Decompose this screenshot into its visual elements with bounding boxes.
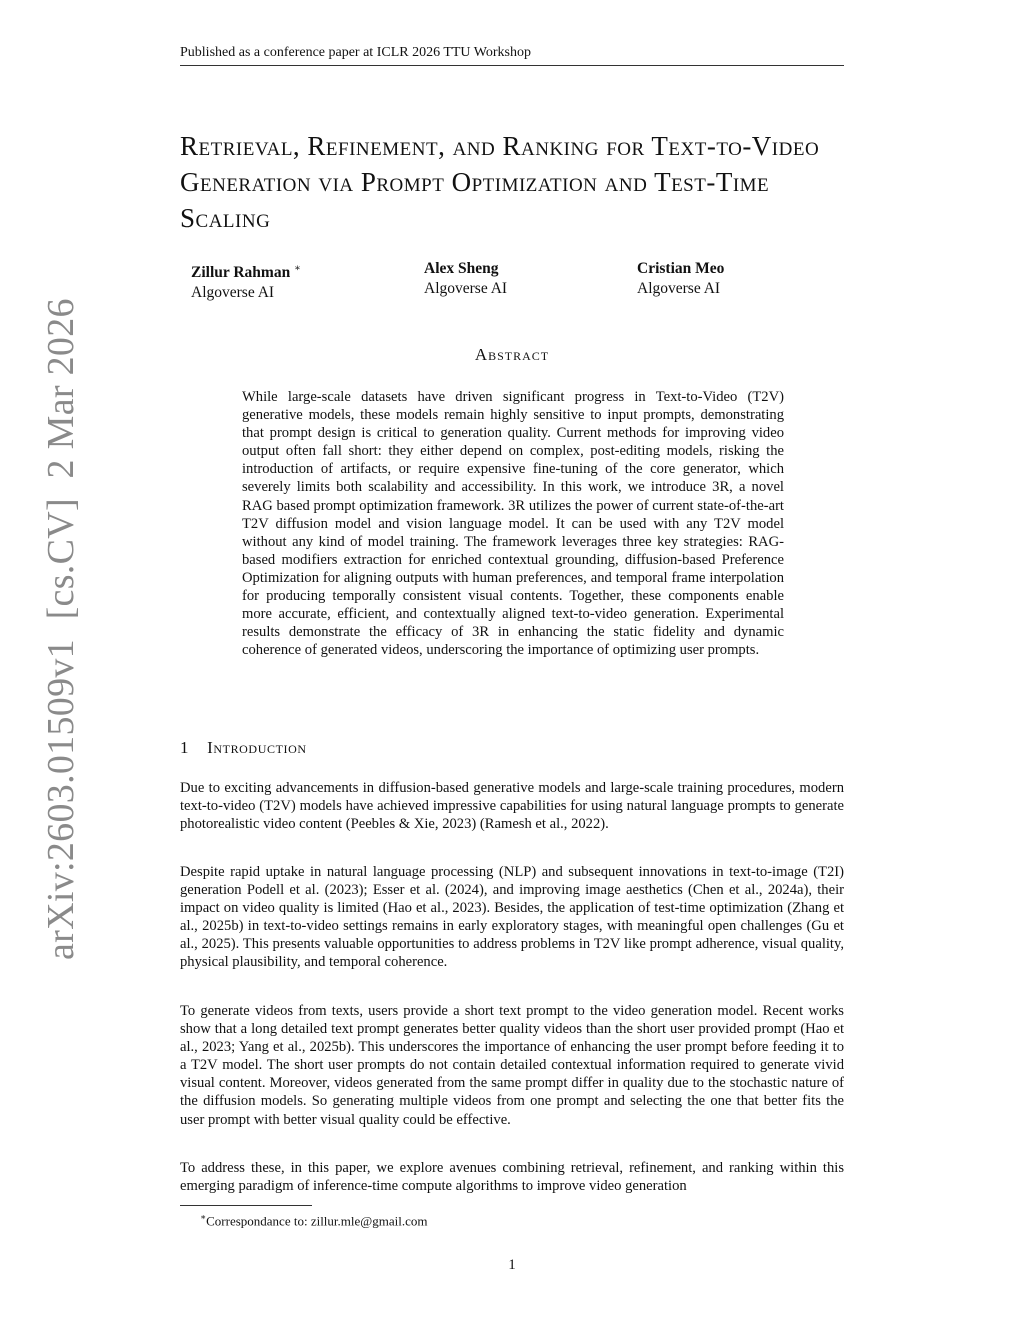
page-number: 1 (508, 1257, 516, 1273)
author-affiliation: Algoverse AI (424, 280, 508, 297)
author-affiliation: Algoverse AI (191, 284, 275, 302)
running-header: Published as a conference paper at ICLR 2026 TTU Workshop (180, 44, 844, 66)
section-number: 1 (180, 738, 190, 757)
paper-title: Retrieval, Refinement, and Ranking for Text-to-Video Generation via Prompt Optimization and Test-Time Scaling (180, 131, 820, 233)
author-name: Alex Sheng (424, 260, 499, 277)
section-heading (180, 738, 307, 758)
footnote-rule (180, 1205, 312, 1206)
intro-paragraph-4: To address these, in this paper, we explore avenues combining retrieval, refinement, and ranking within this emerging paradigm of inference-time compute algorithms to improve video generation (180, 1160, 844, 1195)
footnote-mark: ∗ (200, 1212, 207, 1222)
arxiv-stamp[interactable]: arXiv:2603.01509v1 [cs.CV] 2 Mar 2026 (40, 298, 82, 960)
author-2 (424, 259, 507, 299)
author-affiliation: Algoverse AI (637, 280, 721, 297)
intro-paragraph-3: To generate videos from texts, users provide a short text prompt to the video generation model. Recent works show that a long detailed text prompt generates better quality videos than the short user provided prompt (Hao et al., 2023; Yang et al., 2025b). This underscores the importance of enhancing the user prompt before feeding it to a T2V model. The short user prompts do not contain detailed contextual information required to generate vivid visual content. Moreover, videos generated from the same prompt differ in quality due to the stochastic nature of the diffusion models. So generating multiple videos from one prompt and selecting the one that better fits the user prompt with better visual quality could be effective. (180, 1003, 844, 1128)
footnote (200, 1209, 428, 1229)
author-1 (191, 259, 301, 303)
abstract-heading: Abstract (474, 345, 550, 364)
author-3 (637, 259, 724, 299)
author-name: Cristian Meo (637, 260, 725, 277)
author-name: Zillur Rahman (191, 264, 291, 282)
intro-paragraph-1: Due to exciting advancements in diffusion-based generative models and large-scale training procedures, modern text-to-video (T2V) models have achieved impressive capabilities for using natural language prompts to generate photorealistic video content (Peebles & Xie, 2023) (Ramesh et al., 2022). (180, 780, 844, 833)
intro-paragraph-2: Despite rapid uptake in natural language processing (NLP) and subsequent innovations in text-to-image (T2I) generation Podell et al. (2023); Esser et al. (2024), and improving image aesthetics (Chen et al., 2024a), their impact on video quality is limited (Hao et al., 2023). Besides, the application of test-time optimization (Zhang et al., 2025b) in text-to-video settings remains in early exploratory stages, with meaningful open challenges (Gu et al., 2025). This presents valuable opportunities to address problems in T2V like prompt adherence, visual quality, physical plausibility, and temporal coherence. (180, 864, 844, 971)
footnote-text: Correspondance to: zillur.mle@gmail.com (206, 1213, 428, 1229)
section-title: Introduction (207, 738, 307, 757)
author-footnote-mark[interactable]: ∗ (294, 263, 301, 274)
abstract-text: While large-scale datasets have driven significant progress in Text-to-Video (T2V) generative models, these models remain highly sensitive to input prompts, demonstrating that prompt design is critical to generation quality. Current methods for improving video output often fall short: they either depend on complex, post-editing models, risking the introduction of artifacts, or require expensive fine-tuning of the core generator, which severely limits both scalability and accessibility. In this work, we introduce 3R, a novel RAG based prompt optimization framework. 3R utilizes the power of current state-of-the-art T2V diffusion model and vision language model. It can be used with any T2V model without any kind of model training. The framework leverages three key strategies: RAG-based modifiers extraction for enriched contextual grounding, diffusion-based Preference Optimization for aligning outputs with human preferences, and temporal frame interpolation for producing temporally consistent visual contents. Together, these components enable more accurate, efficient, and contextually aligned text-to-video generation. Experimental results demonstrate the efficacy of 3R in enhancing the static fidelity and dynamic coherence of generated videos, underscoring the importance of optimizing user prompts. (242, 389, 784, 659)
